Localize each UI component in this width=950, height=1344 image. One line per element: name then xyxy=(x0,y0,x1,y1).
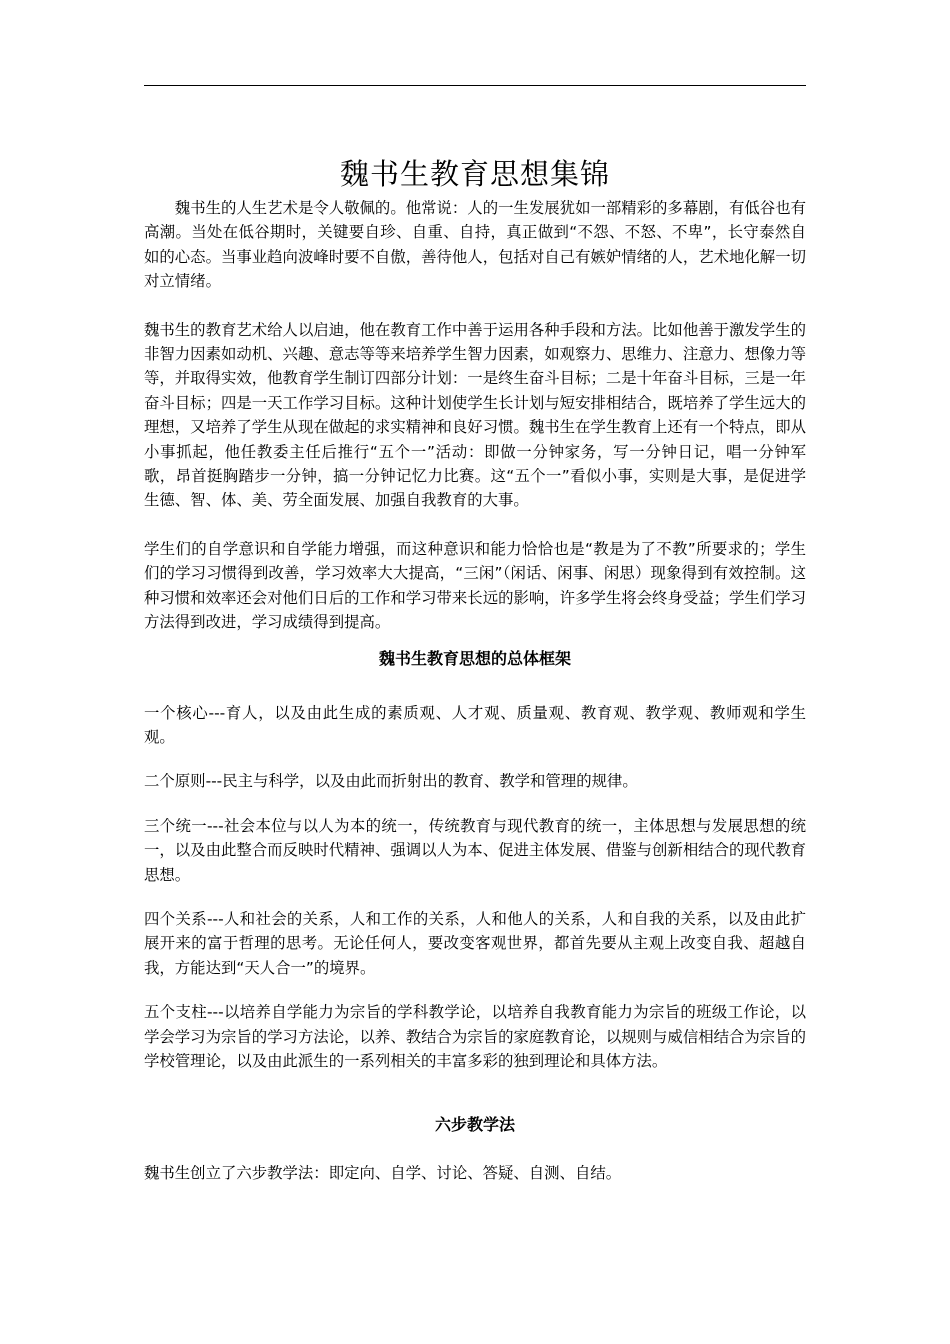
intro-paragraph-1: 魏书生的人生艺术是令人敬佩的。他常说：人的一生发展犹如一部精彩的多幕剧，有低谷也有高潮。当处在低谷期时，关键要自珍、自重、自持，真正做到“不怨、不怒、不卑”，长守泰然自如的心态。当事业趋向波峰时要不自傲，善待他人，包括对自己有嫉妒情绪的人，艺术地化解一切对立情绪。 xyxy=(144,199,806,291)
intro-paragraph-3: 学生们的自学意识和自学能力增强，而这种意识和能力恰恰也是“教是为了不教”所要求的；学生们的学习习惯得到改善，学习效率大大提高，“三闲”（闲话、闲事、闲思）现象得到有效控制。这种习惯和效率还会对他们日后的工作和学习带来长远的影响，许多学生将会终身受益；学生们学习方法得到改进，学习成绩得到提高。 xyxy=(144,539,806,632)
framework-item-relations: 四个关系---人和社会的关系，人和工作的关系，人和他人的关系，人和自我的关系，以及由此扩展开来的富于哲理的思考。无论任何人，要改变客观世界，都首先要从主观上改变自我、超越自我，方能达到“天人合一”的境界。 xyxy=(144,909,806,977)
document-body xyxy=(144,152,806,1186)
section-heading-six-steps: 六步教学法 xyxy=(434,1115,515,1135)
intro-paragraph-2: 魏书生的教育艺术给人以启迪，他在教育工作中善于运用各种手段和方法。比如他善于激发学生的非智力因素如动机、兴趣、意志等等来培养学生智力因素，如观察力、思维力、注意力、想像力等等，并取得实效，他教育学生制订四部分计划：一是终生奋斗目标；二是十年奋斗目标，三是一年奋斗目标；四是一天工作学习目标。这种计划使学生长计划与短安排相结合，既培养了学生远大的理想，又培养了学生从现在做起的求实精神和良好习惯。魏书生在学生教育上还有一个特点，即从小事抓起，他任教委主任后推行“五个一”活动：即做一分钟家务，写一分钟日记，唱一分钟军歌，昂首挺胸踏步一分钟，搞一分钟记忆力比赛。这“五个一”看似小事，实则是大事，是促进学生德、智、体、美、劳全面发展、加强自我教育的大事。 xyxy=(144,320,806,510)
section-heading-framework: 魏书生教育思想的总体框架 xyxy=(378,648,571,668)
framework-item-unities: 三个统一---社会本位与以人为本的统一，传统教育与现代教育的统一，主体思想与发展思想的统一，以及由此整合而反映时代精神、强调以人为本、促进主体发展、借鉴与创新相结合的现代教育思想。 xyxy=(144,816,806,884)
page-title: 魏书生教育思想集锦 xyxy=(339,157,610,191)
framework-item-core: 一个核心---育人，以及由此生成的素质观、人才观、质量观、教育观、教学观、教师观和学生观。 xyxy=(144,703,806,746)
framework-item-pillars: 五个支柱---以培养自学能力为宗旨的学科教学论，以培养自我教育能力为宗旨的班级工作论，以学会学习为宗旨的学习方法论，以养、教结合为宗旨的家庭教育论，以规则与威信相结合为宗旨的学校管理论，以及由此派生的一系列相关的丰富多彩的独到理论和具体方法。 xyxy=(144,1003,806,1070)
header-rule xyxy=(144,85,806,86)
framework-item-principles: 二个原则---民主与科学，以及由此而折射出的教育、教学和管理的规律。 xyxy=(144,772,638,791)
six-steps-paragraph: 魏书生创立了六步教学法：即定向、自学、讨论、答疑、自测、自结。 xyxy=(144,1164,622,1183)
